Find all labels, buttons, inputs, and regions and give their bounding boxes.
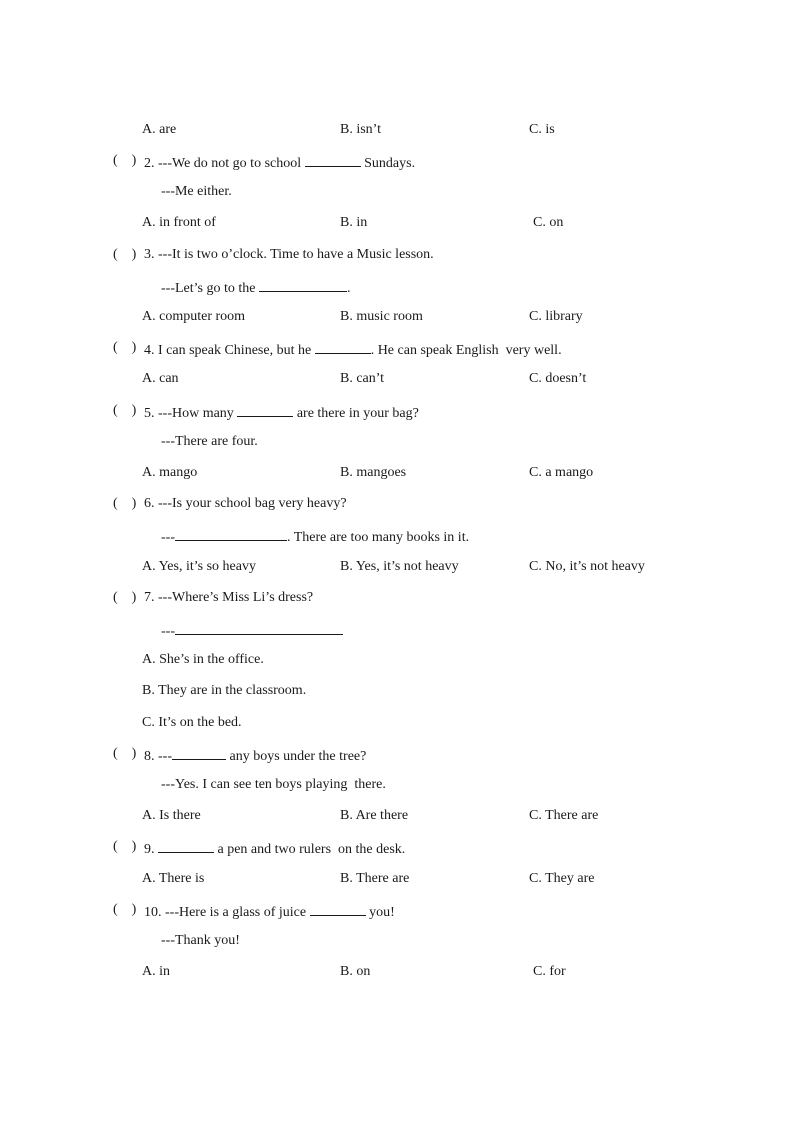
q8-reply: ---Yes. I can see ten boys playing there. [161,777,386,792]
answer-blank [158,838,214,853]
q9-option-b: B. There are [340,871,410,886]
q8-stem: 8. --- any boys under the tree? [144,745,366,766]
answer-blank [175,620,343,635]
q9-option-c: C. They are [529,871,595,886]
q6-option-b: B. Yes, it’s not heavy [340,559,459,574]
q10-answer-paren: ( ) [113,902,137,917]
q8-answer-paren: ( ) [113,746,137,761]
q9-stem: 9. a pen and two rulers on the desk. [144,838,405,859]
q4-option-a: A. can [142,371,179,386]
answer-blank [315,339,371,354]
q7-option-a: A. She’s in the office. [142,652,264,667]
q2-option-b: B. in [340,215,368,230]
q4-option-b: B. can’t [340,371,385,386]
q6-answer-paren: ( ) [113,496,137,511]
q5-option-b: B. mangoes [340,465,407,480]
q7-reply: --- [161,620,343,641]
q1-option-b: B. isn’t [340,122,381,137]
answer-blank [172,745,226,760]
answer-blank [310,901,366,916]
q8-option-a: A. Is there [142,808,201,823]
q3-answer-paren: ( ) [113,247,137,262]
q1-option-c: C. is [529,122,555,137]
q2-reply: ---Me either. [161,184,232,199]
q2-option-a: A. in front of [142,215,216,230]
q8-option-c: C. There are [529,808,599,823]
q5-answer-paren: ( ) [113,403,137,418]
q5-reply: ---There are four. [161,434,258,449]
answer-blank [259,277,347,292]
q2-stem: 2. ---We do not go to school Sundays. [144,152,415,173]
q9-option-a: A. There is [142,871,205,886]
q4-stem: 4. I can speak Chinese, but he . He can speak English very well. [144,339,562,360]
q5-stem: 5. ---How many are there in your bag? [144,402,419,423]
q3-option-c: C. library [529,309,583,324]
q10-stem: 10. ---Here is a glass of juice you! [144,901,395,922]
q6-stem: 6. ---Is your school bag very heavy? [144,496,347,511]
q7-option-b: B. They are in the classroom. [142,683,307,698]
q1-option-a: A. are [142,122,177,137]
q10-option-c: C. for [533,964,566,979]
q10-option-b: B. on [340,964,371,979]
q4-answer-paren: ( ) [113,340,137,355]
q5-option-a: A. mango [142,465,198,480]
q3-option-b: B. music room [340,309,423,324]
q2-option-c: C. on [533,215,564,230]
q8-option-b: B. Are there [340,808,409,823]
q6-reply: --- . There are too many books in it. [161,526,469,547]
q5-option-c: C. a mango [529,465,594,480]
q7-option-c: C. It’s on the bed. [142,715,242,730]
q10-reply: ---Thank you! [161,933,240,948]
q6-option-a: A. Yes, it’s so heavy [142,559,256,574]
q7-stem: 7. ---Where’s Miss Li’s dress? [144,590,314,605]
answer-blank [175,526,287,541]
q3-option-a: A. computer room [142,309,246,324]
q9-answer-paren: ( ) [113,839,137,854]
answer-blank [237,402,293,417]
q6-option-c: C. No, it’s not heavy [529,559,645,574]
q2-answer-paren: ( ) [113,153,137,168]
q7-answer-paren: ( ) [113,590,137,605]
answer-blank [305,152,361,167]
q3-reply: ---Let’s go to the . [161,277,350,298]
q3-stem: 3. ---It is two o’clock. Time to have a Music lesson. [144,247,434,262]
q10-option-a: A. in [142,964,170,979]
q4-option-c: C. doesn’t [529,371,587,386]
